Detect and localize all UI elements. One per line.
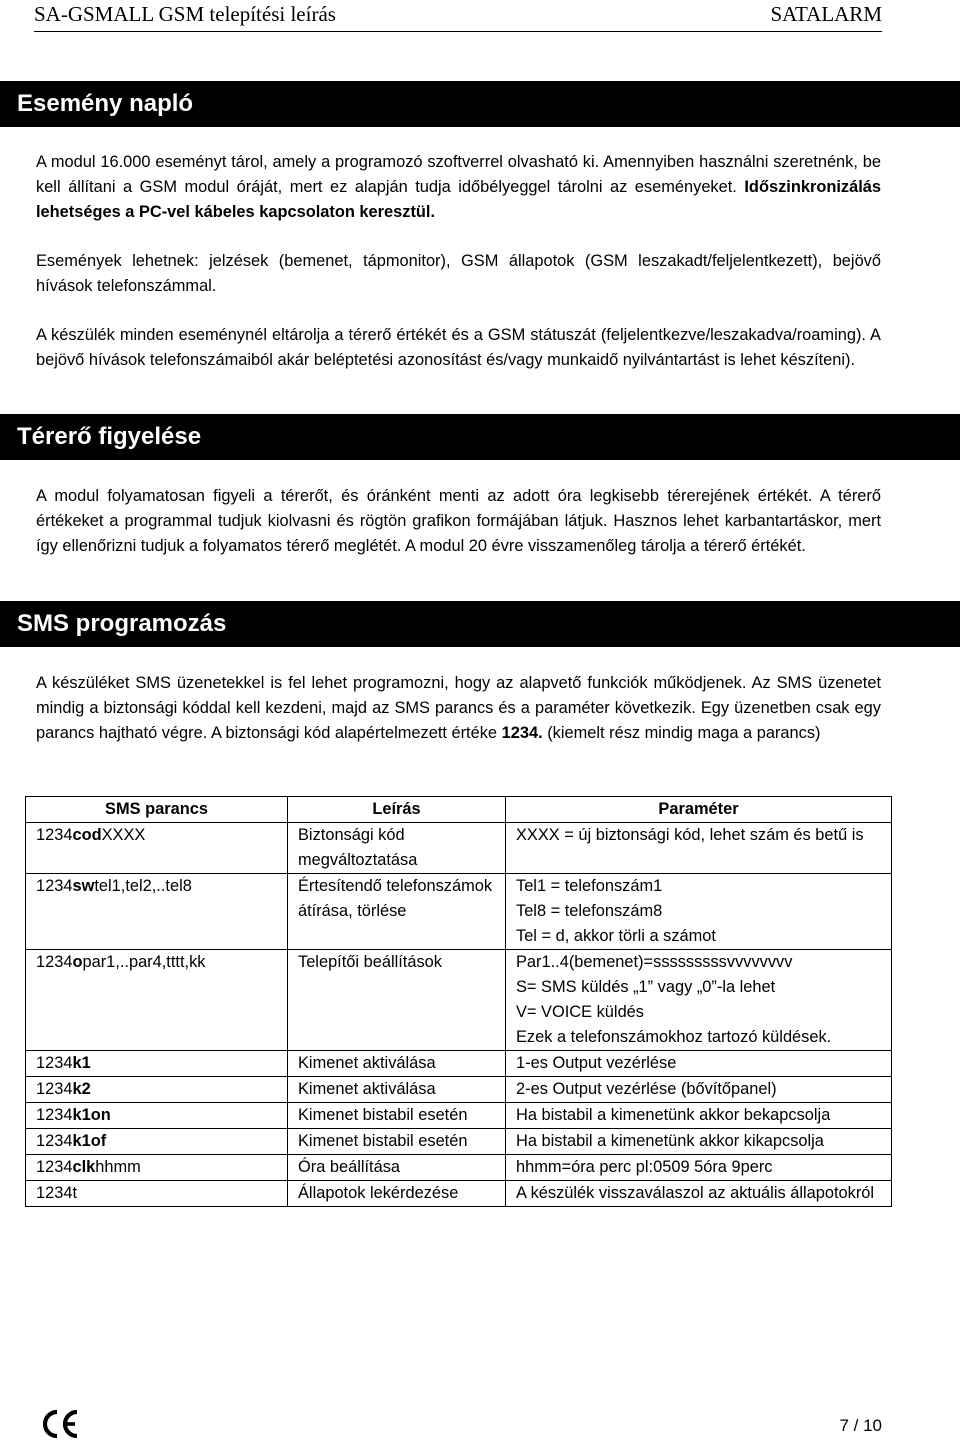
table-row [26, 1155, 892, 1181]
section-title-sms-programozas: SMS programozás [0, 601, 960, 647]
description-cell: Értesítendő telefonszámok átírása, törlése [288, 874, 506, 950]
parameter-line: 2-es Output vezérlése (bővítőpanel) [516, 1080, 777, 1098]
terero-paragraph-1: A modul folyamatosan figyeli a térerőt, és óránként menti az adott óra legkisebb térerejének értékét. A térerő értékeket a programmal tudjuk kiolvasni és rögtön grafikon formájában látjuk. Hasznos lehet karbantartáskor, mert így ellenőrizni tudjuk a folyamatos térerő meglétét. A modul 20 évre visszamenőleg tárolja a térerő értékét. [36, 487, 881, 555]
table-row [26, 823, 892, 874]
parameter-cell [506, 1181, 892, 1207]
command-pre: 1234 [36, 1054, 73, 1072]
description-cell: Telepítői beállítások [288, 950, 506, 1051]
page-number: 7 / 10 [839, 1416, 882, 1435]
description-cell: Biztonsági kód megváltoztatása [288, 823, 506, 874]
parameter-cell [506, 874, 892, 950]
command-cmd: o [72, 953, 83, 971]
command-pre: 1234 [36, 953, 73, 971]
command-cmd: k1on [72, 1106, 111, 1124]
command-cmd: k1 [72, 1054, 91, 1072]
command-cmd: k1of [72, 1132, 107, 1150]
parameter-line: Ha bistabil a kimenetünk akkor kikapcsolja [516, 1132, 824, 1150]
esemeny-paragraph-3: A készülék minden eseménynél eltárolja a térerő értékét és a GSM státuszát (feljelentkezve/leszakadva/roaming). A bejövő hívások telefonszámaiból akár beléptetési azonosítást és/vagy munkaidő nyilvántartást is lehet készíteni). [36, 326, 881, 369]
command-pre: 1234 [36, 1106, 73, 1124]
description-cell: Kimenet aktiválása [288, 1077, 506, 1103]
description-cell: Állapotok lekérdezése [288, 1181, 506, 1207]
parameter-line: 1-es Output vezérlése [516, 1054, 677, 1072]
command-pre: 1234 [36, 877, 73, 895]
parameter-line: Tel1 = telefonszám1 [516, 877, 663, 895]
description-cell: Óra beállítása [288, 1155, 506, 1181]
table-header-row [26, 797, 892, 823]
parameter-cell [506, 1155, 892, 1181]
table-header-parameter: Paraméter [506, 797, 892, 823]
description-cell: Kimenet aktiválása [288, 1051, 506, 1077]
parameter-cell [506, 1051, 892, 1077]
command-pre: 1234 [36, 1080, 73, 1098]
ce-mark-icon [40, 1409, 80, 1444]
table-header-command: SMS parancs [26, 797, 288, 823]
sms-command-cell [26, 1077, 288, 1103]
sms-command-cell [26, 1181, 288, 1207]
command-pre: 1234 [36, 1158, 73, 1176]
command-pre: 1234 [36, 826, 73, 844]
table-row [26, 1051, 892, 1077]
command-post: par1,..par4,tttt,kk [82, 953, 206, 971]
description-cell: Kimenet bistabil esetén [288, 1129, 506, 1155]
parameter-cell [506, 950, 892, 1051]
parameter-line: hhmm=óra perc pl:0509 5óra 9perc [516, 1158, 773, 1176]
parameter-line: XXXX = új biztonsági kód, lehet szám és betű is [516, 826, 864, 844]
table-row [26, 1181, 892, 1207]
sms-command-cell [26, 874, 288, 950]
table-header-description: Leírás [288, 797, 506, 823]
command-post: tel1,tel2,..tel8 [94, 877, 192, 895]
sms-command-cell [26, 1051, 288, 1077]
sms-command-cell [26, 1155, 288, 1181]
command-post: hhmm [95, 1158, 141, 1176]
parameter-line: V= VOICE küldés [516, 1003, 644, 1021]
parameter-cell [506, 823, 892, 874]
command-cmd: cod [72, 826, 102, 844]
command-cmd: clk [72, 1158, 96, 1176]
command-pre: 1234 [36, 1132, 73, 1150]
parameter-line: S= SMS küldés „1” vagy „0”-la lehet [516, 978, 776, 996]
esemeny-paragraph-1: A modul 16.000 eseményt tárol, amely a programozó szoftverrel olvasható ki. Amennyiben használni szeretnénk, be kell állítani a GSM modul óráját, mert ez alapján tudja időbélyeggel tárolni az eseményeket. Időszinkronizálás lehetséges a PC-vel kábeles kapcsolaton keresztül. [36, 153, 881, 221]
parameter-line: A készülék visszaválaszol az aktuális állapotokról [516, 1184, 875, 1202]
sms-command-cell [26, 1103, 288, 1129]
section-title-esemeny-naplo: Esemény napló [0, 81, 960, 127]
parameter-cell [506, 1129, 892, 1155]
table-row [26, 950, 892, 1051]
parameter-cell [506, 1103, 892, 1129]
parameter-line: Ezek a telefonszámokhoz tartozó küldések. [516, 1028, 832, 1046]
command-cmd: k2 [72, 1080, 91, 1098]
parameter-cell [506, 1077, 892, 1103]
header-brand: SATALARM [770, 2, 882, 26]
sms-command-cell [26, 950, 288, 1051]
table-row [26, 1077, 892, 1103]
esemeny-paragraph-2: Események lehetnek: jelzések (bemenet, tápmonitor), GSM állapotok (GSM leszakadt/feljelentkezett), bejövő hívások telefonszámmal. [36, 252, 881, 295]
section-title-terero-figyelese: Térerő figyelése [0, 414, 960, 460]
page-header [34, 0, 882, 32]
sms-command-cell [26, 1129, 288, 1155]
parameter-line: Tel = d, akkor törli a számot [516, 927, 716, 945]
table-row [26, 1129, 892, 1155]
sms-command-cell [26, 823, 288, 874]
command-pre: 1234t [36, 1184, 78, 1202]
parameter-line: Par1..4(bemenet)=sssssssssvvvvvvvv [516, 953, 793, 971]
parameter-line: Ha bistabil a kimenetünk akkor bekapcsolja [516, 1106, 831, 1124]
command-cmd: sw [72, 877, 95, 895]
command-post: XXXX [101, 826, 146, 844]
header-doc-title: SA-GSMALL GSM telepítési leírás [34, 2, 336, 26]
table-row [26, 874, 892, 950]
sms-command-table [25, 796, 892, 1207]
sms-paragraph-1: A készüléket SMS üzenetekkel is fel lehet programozni, hogy az alapvető funkciók működjenek. Az SMS üzenetet mindig a biztonsági kóddal kell kezdeni, majd az SMS parancs és a paraméter következik. Egy üzenetben csak egy parancs hajtható végre. A biztonsági kód alapértelmezett értéke 1234. (kiemelt rész mindig maga a parancs) [36, 674, 881, 742]
parameter-line: Tel8 = telefonszám8 [516, 902, 663, 920]
table-row [26, 1103, 892, 1129]
description-cell: Kimenet bistabil esetén [288, 1103, 506, 1129]
